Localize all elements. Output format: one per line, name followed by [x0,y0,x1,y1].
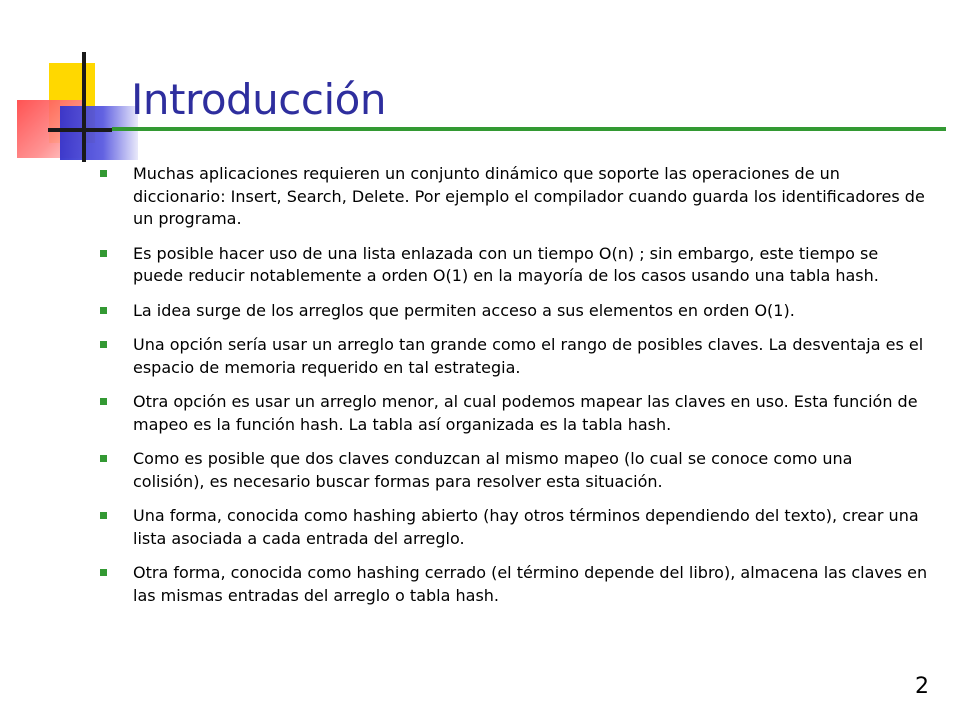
logo-vertical-line [82,52,86,162]
bullet-square-icon [100,307,107,314]
bullet-item [98,448,928,493]
bullet-square-icon [100,250,107,257]
bullet-item [98,391,928,436]
page-number: 2 [915,674,929,699]
bullet-text: La idea surge de los arreglos que permiten acceso a sus elementos en orden O(1). [133,300,795,320]
bullet-square-icon [100,512,107,519]
bullet-text: Otra forma, conocida como hashing cerrado (el término depende del libro), almacena las claves en las mismas entradas del arreglo o tabla hash. [133,563,928,605]
bullet-item [98,505,928,550]
bullet-text: Como es posible que dos claves conduzcan al mismo mapeo (lo cual se conoce como una colisión), es necesario buscar formas para resolver esta situación. [133,449,853,491]
bullet-square-icon [100,170,107,177]
bullet-item [98,163,928,231]
bullet-item [98,562,928,607]
bullet-list [98,163,928,619]
bullet-text: Una forma, conocida como hashing abierto (hay otros términos dependiendo del texto), crear una lista asociada a cada entrada del arreglo. [133,506,919,548]
bullet-square-icon [100,455,107,462]
bullet-text: Es posible hacer uso de una lista enlazada con un tiempo O(n) ; sin embargo, este tiempo se puede reducir notablemente a orden O(1) en la mayoría de los casos usando una tabla hash. [133,243,879,285]
title-underline [112,127,946,131]
bullet-square-icon [100,398,107,405]
logo-horizontal-line [48,128,112,132]
bullet-text: Una opción sería usar un arreglo tan grande como el rango de posibles claves. La desventaja es el espacio de memoria requerido en tal estrategia. [133,335,924,377]
bullet-text: Otra opción es usar un arreglo menor, al cual podemos mapear las claves en uso. Esta función de mapeo es la función hash. La tabla así organizada es la tabla hash. [133,392,918,434]
slide-title: Introducción [131,75,386,124]
bullet-text: Muchas aplicaciones requieren un conjunto dinámico que soporte las operaciones de un diccionario: Insert, Search, Delete. Por ejemplo el compilador cuando guarda los identificadores de un programa. [133,164,925,228]
bullet-item [98,300,928,323]
bullet-square-icon [100,569,107,576]
bullet-item [98,243,928,288]
bullet-item [98,334,928,379]
logo-blue-block [60,106,138,160]
bullet-square-icon [100,341,107,348]
